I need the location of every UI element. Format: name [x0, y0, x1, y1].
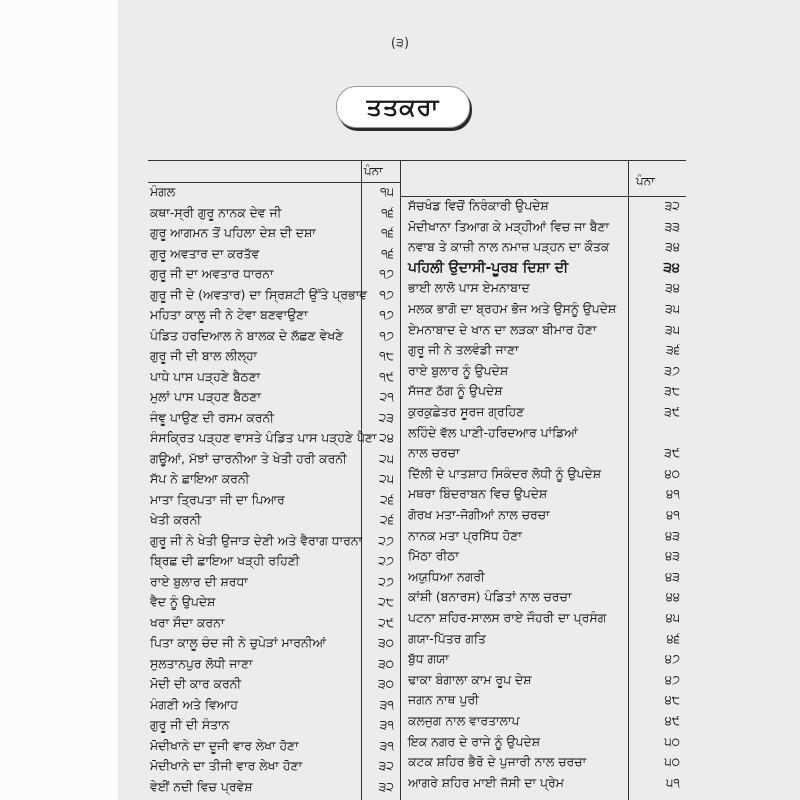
toc-entry-title: ਮੋਦੀਖਾਨਾ ਤਿਆਗ ਕੇ ਮੜ੍ਹੀਆਂ ਵਿਚ ਜਾ ਬੈਣਾ: [408, 218, 610, 234]
right-column-divider: [628, 160, 629, 800]
toc-entry-title: ਮੁਲਾਂ ਪਾਸ ਪੜ੍ਹਣ ਬੈਠਣਾ: [150, 389, 261, 404]
toc-entry-page: ੩੦: [377, 635, 394, 650]
toc-entry-title: ਭਾਈ ਲਾਲੋ ਪਾਸ ਏਮਨਾਬਾਦ: [408, 280, 530, 296]
toc-entry-page: ੧੭: [379, 286, 394, 302]
toc-entry-title: ਨਾਨਕ ਮਤਾ ਪ੍ਰਸਿੱਧ ਹੋਣਾ: [408, 527, 522, 543]
toc-entry-page: ੩੪: [663, 259, 680, 276]
toc-entry-title: ਮੋਦੀਖਾਨੇ ਦਾ ਤੀਜੀ ਵਾਰ ਲੇਖਾ ਹੋਣਾ: [150, 758, 303, 773]
toc-entry-title: ਗੁਰੂ ਜੀ ਦਾ ਅਵਤਾਰ ਧਾਰਨਾ: [150, 266, 274, 281]
title-box: [336, 86, 470, 128]
toc-entry-title: ਮਥਰਾ ਬਿੰਦਰਾਬਨ ਵਿਚ ਉਪਦੇਸ਼: [408, 486, 548, 502]
toc-entry-page: ੪੬: [666, 630, 680, 646]
toc-entry-page: ੪੯: [664, 713, 680, 728]
toc-entry-page: ੪੩: [665, 527, 680, 543]
toc-entry-title: ਗੁਰੂ ਜੀ ਦੀ ਸੰਤਾਨ: [150, 717, 230, 732]
toc-entry-page: ੩੯: [664, 445, 680, 461]
toc-entry-page: ੧੯: [379, 368, 394, 384]
toc-entry-title: ਪੰਡਿਤ ਹਰਦਿਆਲ ਨੇ ਬਾਲਕ ਦੇ ਲੱਛਣ ਵੇਖਣੇ: [150, 327, 344, 343]
table-of-contents: [148, 160, 686, 800]
right-header-rule: [400, 196, 686, 197]
toc-entry-title: ਰਾਏ ਬੁਲਾਰ ਦੀ ਸ਼ਰਧਾ: [150, 573, 248, 589]
toc-entry-page: ੪੩: [665, 548, 680, 564]
toc-entry-title: ਬੁੱਧ ਗਯਾ: [408, 651, 449, 667]
toc-entry-title: ਮੰਗਣੀ ਅਤੇ ਵਿਆਹ: [150, 696, 238, 712]
toc-entry-page: ੩੧: [379, 737, 394, 753]
toc-entry-page: ੧੬: [380, 204, 394, 220]
toc-entry-page: ੪੮: [664, 692, 680, 708]
toc-entry-title: ਮਿੱਠਾ ਰੀਠਾ: [408, 548, 459, 564]
toc-entry-title: ਗੁਰੂ ਜੀ ਨੇ ਤਲਵੰਡੀ ਜਾਣਾ: [408, 342, 519, 358]
toc-entry-page: ੪੩: [665, 568, 680, 584]
toc-entry-page: ੨੯: [378, 614, 394, 630]
left-header-rule: [148, 182, 400, 183]
toc-entry-title: ਗੁਰੂ ਆਗਮਨ ਤੋਂ ਪਹਿਲਾ ਦੇਸ਼ ਦੀ ਦਸ਼ਾ: [150, 225, 316, 240]
toc-entry-page: ੨੩: [378, 409, 394, 425]
toc-entry-title: ਮੰਗਲ: [150, 184, 176, 199]
toc-entry-title: ਮਲਕ ਭਾਗੋ ਦਾ ਬ੍ਰਹਮ ਭੋਜ ਅਤੇ ਉਸਨੂੰ ਉਪਦੇਸ਼: [408, 301, 617, 316]
toc-entry-page: ੪੧: [666, 507, 680, 522]
left-column-divider: [361, 160, 362, 800]
toc-entry-title: ਜਗਨ ਨਾਥ ਪੁਰੀ: [408, 692, 479, 708]
toc-entry-title: ਮੋਦੀਖਾਨੇ ਦਾ ਦੂਜੀ ਵਾਰ ਲੇਖਾ ਹੋਣਾ: [150, 737, 299, 753]
toc-entry-page: ੧੬: [380, 245, 394, 261]
toc-entry-title: ਮਾਤਾ ਤ੍ਰਿਪਤਾ ਜੀ ਦਾ ਪਿਆਰ: [150, 491, 285, 507]
toc-entry-page: ੩੧: [379, 717, 394, 732]
toc-entry-page: ੧੭: [379, 327, 394, 343]
toc-entry-page: ੪੫: [665, 610, 680, 625]
toc-entry-title: ਲਹਿੰਦੇ ਵੱਲ ਪਾਣੀ-ਹਰਿਦਆਰ ਪਾਂਡਿਆਂ: [408, 424, 578, 440]
toc-entry-title: ਪਿਤਾ ਕਾਲੂ ਚੰਦ ਜੀ ਨੇ ਚੁਪੇੜਾਂ ਮਾਰਨੀਆਂ: [150, 635, 326, 650]
toc-entry-page: ੩੨: [664, 198, 680, 213]
top-rule: [148, 160, 686, 161]
toc-entry-page: ੧੭: [379, 266, 394, 281]
page-margin: [0, 0, 118, 800]
toc-entry-page: ੩੨: [378, 758, 394, 773]
toc-entry-title: ਗਯਾ-ਪਿੱਤਰ ਗਤਿ: [408, 630, 486, 646]
toc-entry-title: ਗਊਆਂ, ਮੱਝਾਂ ਚਾਰਨੀਆ ਤੇ ਖੇਤੀ ਹਰੀ ਕਰਨੀ: [150, 450, 347, 466]
toc-entry-page: ੩੦: [377, 676, 394, 691]
toc-entry-page: ੫੦: [664, 754, 680, 770]
toc-entry-title: ਕੁਰਕੁਛੇਤਰ ਸੂਰਜ ਗ੍ਰਹਿਣ: [408, 404, 525, 419]
toc-entry-title: ਨਵਾਬ ਤੇ ਕਾਜ਼ੀ ਨਾਲ ਨਮਾਜ਼ ਪੜ੍ਹਨ ਦਾ ਕੌਤਕ: [408, 239, 610, 255]
page-title: ਤਤਕਰਾ: [366, 93, 440, 121]
toc-entry-page: ੨੫: [378, 450, 394, 466]
toc-entry-title: ਪਟਨਾ ਸ਼ਹਿਰ-ਸਾਲਸ ਰਾਏ ਜੌਹਰੀ ਦਾ ਪ੍ਰਸੰਗ: [408, 610, 607, 625]
toc-entry-page: ੨੫: [378, 471, 394, 486]
left-page-header: ਪੰਨਾ: [364, 164, 383, 178]
toc-entry-title: ਬ੍ਰਿਛ ਦੀ ਛਾਇਆ ਖੜ੍ਹੀ ਰਹਿਣੀ: [150, 553, 300, 568]
toc-entry-page: ੧੮: [379, 348, 394, 363]
toc-entry-title: ਗੁਰੂ ਜੀ ਦੀ ਬਾਲ ਲੀਲ੍ਹਾ: [150, 348, 258, 363]
toc-entry-page: ੧੫: [379, 184, 394, 199]
toc-entry-title: ਕਥਾ-ਸ੍ਰੀ ਗੁਰੂ ਨਾਨਕ ਦੇਵ ਜੀ: [150, 204, 282, 220]
toc-entry-title: ਸੱਜਣ ਠੱਗ ਨੂੰ ਉਪਦੇਸ਼: [408, 383, 503, 399]
toc-entry-page: ੩੬: [665, 342, 680, 358]
toc-entry-title: ਵੈਦ ਨੂੰ ਉਪਦੇਸ਼: [150, 594, 216, 609]
center-column-divider: [400, 160, 401, 800]
toc-entry-page: ੩੨: [378, 778, 394, 794]
toc-entry-page: ੨੬: [379, 491, 394, 507]
toc-entry-title: ਸੱਪ ਨੇ ਛਾਇਆ ਕਰਨੀ: [150, 471, 250, 486]
toc-entry-title: ਰਾਏ ਬੁਲਾਰ ਨੂੰ ਉਪਦੇਸ਼: [408, 362, 509, 378]
toc-entry-page: ੩੫: [664, 301, 680, 316]
toc-entry-title: ਸੱਚਖੰਡ ਵਿਚੋਂ ਨਿਰੰਕਾਰੀ ਉਪਦੇਸ਼: [408, 198, 549, 213]
toc-entry-page: ੨੮: [378, 594, 394, 609]
toc-entry-page: ੨੭: [378, 553, 394, 568]
toc-entry-title: ਢਾਕਾ ਬੰਗਾਲਾ ਕਾਮ ਰੂਪ ਦੇਸ਼: [408, 671, 532, 687]
toc-entry-page: ੩੯: [664, 404, 680, 419]
toc-entry-page: ੪੭: [664, 671, 680, 687]
toc-entry-title: ਕਲਜੁਗ ਨਾਲ ਵਾਰਤਾਲਾਪ: [408, 713, 520, 728]
toc-entry-title: ਗੁਰੂ ਜੀ ਦੇ (ਅਵਤਾਰ) ਦਾ ਸ੍ਰਿਸ਼ਟੀ ਉੱਤੇ ਪ੍ਰਭਾਵ: [150, 286, 367, 302]
toc-entry-page: ੩੫: [664, 321, 680, 337]
toc-entry-title: ਗੁਰੂ ਅਵਤਾਰ ਦਾ ਕਰਤੱਵ: [150, 245, 260, 261]
toc-entry-title: ਨਾਲ ਚਰਚਾ: [408, 445, 460, 461]
toc-entry-title: ਕਟਕ ਸ਼ਹਿਰ ਭੈਰੋ ਦੇ ਪੁਜਾਰੀ ਨਾਲ ਚਰਚਾ: [408, 754, 587, 770]
toc-entry-page: ੨੧: [379, 389, 394, 404]
toc-entry-page: ੩੪: [665, 239, 680, 255]
toc-entry-title: ਏਮਨਾਬਾਦ ਦੇ ਖਾਨ ਦਾ ਲੜਕਾ ਬੀਮਾਰ ਹੋਣਾ: [408, 321, 597, 337]
toc-entry-title: ਸੁਲਤਾਨਪੁਰ ਲੋਧੀ ਜਾਣਾ: [150, 655, 253, 671]
toc-entry-page: ੩੦: [377, 655, 394, 671]
toc-entry-title: ਖੇਤੀ ਕਰਨੀ: [150, 512, 202, 527]
toc-entry-page: ੨੭: [378, 532, 394, 548]
toc-entry-title: ਜੰਞੂ ਪਾਉਣ ਦੀ ਰਸਮ ਕਰਨੀ: [150, 409, 274, 425]
toc-entry-page: ੩੧: [379, 696, 394, 712]
toc-entry-page: ੧੭: [379, 307, 394, 322]
toc-entry-page: ੨੪: [379, 430, 394, 445]
toc-entry-page: ੫੦: [664, 733, 680, 749]
toc-entry-page: ੧੬: [380, 225, 394, 240]
right-page-header: ਪੰਨਾ: [636, 174, 655, 188]
toc-entry-title: ਖਰਾ ਸੌਦਾ ਕਰਨਾ: [150, 614, 225, 630]
toc-entry-page: ੩੭: [664, 362, 680, 378]
toc-entry-title: ਆਗਰੇ ਸ਼ਹਿਰ ਮਾਈ ਜੱਸੀ ਦਾ ਪ੍ਰੇਮ: [408, 774, 564, 790]
toc-entry-title: ਕਾਂਸ਼ੀ (ਬਨਾਰਸ) ਪੰਡਿਤਾਂ ਨਾਲ ਚਰਚਾ: [408, 589, 572, 605]
toc-entry-title: ਅਯੁਧਿਆ ਨਗਰੀ: [408, 568, 485, 584]
toc-entry-page: ੩੮: [664, 383, 680, 399]
toc-entry-title: ਵੇਈਂ ਨਦੀ ਵਿਚ ਪ੍ਰਵੇਸ਼: [150, 778, 253, 794]
toc-entry-page: ੪੭: [664, 651, 680, 667]
toc-entry-page: ੨੬: [379, 512, 394, 527]
toc-entry-title: ਗੁਰੂ ਜੀ ਨੇ ਖੇਤੀ ਉਜਾੜ ਦੇਣੀ ਅਤੇ ਵੈਰਾਗ ਧਾਰਨਾ: [150, 532, 363, 548]
toc-entry-page: ੪੦: [664, 465, 680, 481]
toc-entry-title: ਇਕ ਨਗਰ ਦੇ ਰਾਜੇ ਨੂੰ ਉਪਦੇਸ਼: [408, 733, 540, 749]
toc-entry-page: ੨੭: [378, 573, 394, 589]
toc-entry-page: ੪੪: [665, 589, 680, 605]
toc-entry-title: ਪਹਿਲੀ ਉਦਾਸੀ-ਪੂਰਬ ਦਿਸ਼ਾ ਦੀ: [408, 259, 569, 276]
toc-entry-title: ਦਿੱਲੀ ਦੇ ਪਾਤਸ਼ਾਹ ਸਿਕੰਦਰ ਲੋਧੀ ਨੂੰ ਉਪਦੇਸ਼: [408, 465, 601, 481]
toc-entry-title: ਮੋਦੀ ਦੀ ਕਾਰ ਕਰਨੀ: [150, 676, 242, 691]
toc-entry-page: ੩੩: [664, 218, 680, 234]
toc-entry-title: ਪਾਧੇ ਪਾਸ ਪੜ੍ਹਣੇ ਬੈਠਣਾ: [150, 368, 261, 384]
page-number: (੩): [390, 36, 410, 51]
toc-entry-page: ੪੧: [666, 486, 680, 502]
toc-entry-title: ਗੋਰਖ ਮਤਾ-ਜੋਗੀਆਂ ਨਾਲ ਚਰਚਾ: [408, 507, 550, 522]
toc-entry-page: ੩੪: [665, 280, 680, 296]
toc-entry-page: ੫੧: [665, 774, 680, 790]
toc-entry-title: ਸੰਸਕ੍ਰਿਤ ਪੜ੍ਹਣ ਵਾਸਤੇ ਪੰਡਿਤ ਪਾਸ ਪੜ੍ਹਣੇ ਪੈਣਾ: [150, 430, 377, 445]
toc-entry-title: ਮਹਿਤਾ ਕਾਲੂ ਜੀ ਨੇ ਟੇਵਾ ਬਣਵਾਉਣਾ: [150, 307, 308, 322]
